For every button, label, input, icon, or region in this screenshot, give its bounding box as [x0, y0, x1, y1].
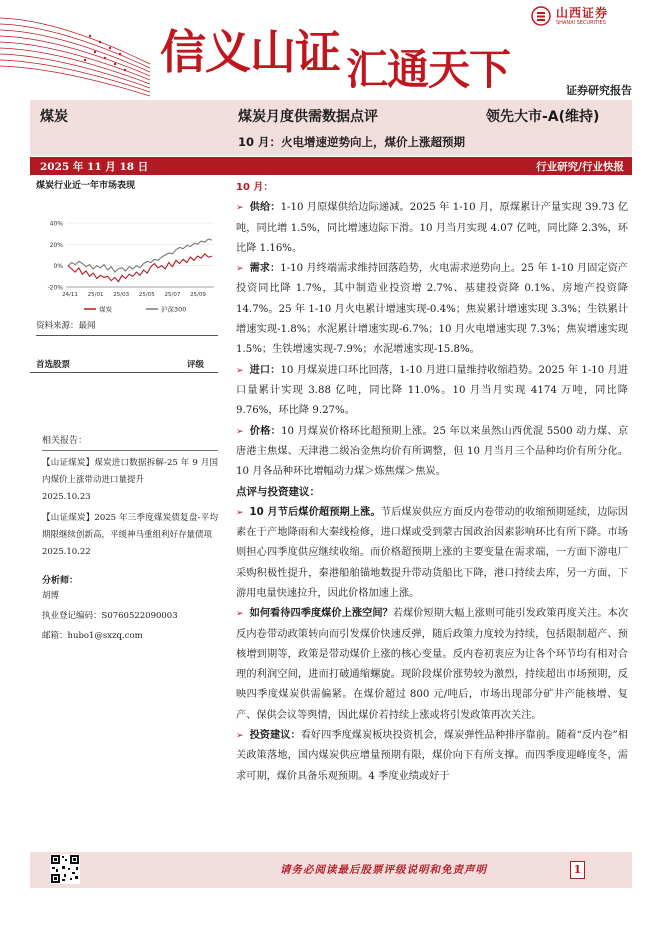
month-heading: 10 月：: [236, 182, 274, 193]
report-category: 行业研究/行业快报: [536, 161, 624, 173]
left-sidebar: [30, 178, 218, 646]
arrow-bullet-icon: ➢: [236, 609, 244, 620]
point-text: 看好四季度煤炭板块投资机会，煤炭弹性品种排序靠前。随着“反内卷”相关政策落地，国内煤炭供应增量预期有限，煤价向下有所支撑。而四季度迎峰度冬，需求可期，煤价具备乐观预期。4 季度业绩或好于: [236, 730, 628, 782]
section-heading: 点评与投资建议：: [236, 486, 320, 499]
point-label: 需求：: [249, 263, 281, 275]
disclaimer-text: 请务必阅读最后股票评级说明和免责声明: [280, 864, 487, 876]
arrow-bullet-icon: ➢: [236, 426, 244, 437]
logo-name-en: SHANXI SECURITIES: [556, 19, 606, 26]
analyst-name: 胡博: [42, 591, 60, 601]
point-label: 价格：: [249, 425, 282, 437]
related-report[interactable]: [42, 455, 218, 506]
legend-label: 煤炭: [99, 305, 112, 314]
stock-table-header: [30, 358, 218, 373]
company-logo: [531, 6, 608, 26]
stock-col-rating: 评级: [186, 360, 204, 370]
point-label: 投资建议：: [249, 730, 301, 742]
point-label: 10 月节后煤价超预期上涨。: [249, 506, 381, 518]
point-text: 10 月煤炭价格环比超预期上涨。25 年以来虽然山西优混 5500 动力煤、京唐港主焦煤、天津港二级冶金焦均价有所调整，但 10 月当月三个品种均价有所分化。10 月各品种环比增幅动力煤＞炼焦煤＞焦炭。: [236, 425, 629, 478]
point-label: 进口：: [249, 364, 281, 376]
slogan-sub: 汇通天下: [346, 45, 511, 94]
page-footer: [30, 852, 632, 888]
investment-point: [236, 726, 628, 787]
title-band: [30, 100, 632, 156]
review-point: [236, 503, 628, 604]
arrow-bullet-icon: ➢: [236, 203, 244, 214]
demand-point: [236, 259, 628, 360]
point-label: 如何看待四季度煤价上涨空间？: [249, 608, 393, 620]
point-label: 供给：: [249, 202, 281, 214]
point-text: 10 月煤炭进口环比回落，1-10 月进口量维持收缩趋势。2025 年 1-10 月进口量累计实现 3.88 亿吨，同比降 11.0%。10 月当月实现 4174 万吨，同比降 9.76%，环比降 9.27%。: [236, 364, 629, 417]
x-tick-label: 25/07: [164, 292, 181, 298]
related-reports-title: 相关报告：: [42, 433, 218, 451]
arrow-bullet-icon: ➢: [236, 264, 244, 275]
x-tick-label: 25/05: [138, 292, 155, 298]
analyst-title: 分析师：: [42, 576, 79, 586]
related-report-date: 2025.10.23: [42, 492, 91, 502]
chart-source: 资料来源：最闻: [36, 319, 218, 336]
qr-code-icon: [50, 854, 80, 884]
market-chart: [30, 191, 218, 319]
point-text: 若煤价短期大幅上涨则可能引发政策再度关注。本次反内卷带动政策转向而引发煤价快速反弹，随后政策力度较为持续，包括限制超产、预核增到期等，政策是带动煤价上涨的核心变量。反内卷初衷应为让各个环节均有相对合理的利润空间，进而打破通缩螺旋。现阶段煤价涨势较为激烈，持续超出市场预期，反映四季度煤炭供需偏紧。在煤价超过 800 元/吨后，市场出现部分矿井产能核增、复产、保供会议等舆情，因此煤价若持续上涨或将引发政策再次关注。: [236, 608, 629, 721]
report-subtitle: 10 月：火电增速逆势向上，煤价上涨超预期: [238, 135, 466, 149]
report-date: 2025 年 11 月 18 日: [40, 161, 149, 173]
chart-title: 煤炭行业近一年市场表现: [36, 181, 136, 191]
logo-name-cn: 山西证券: [556, 5, 609, 20]
point-text: 节后煤炭供应方面反内卷带动的收缩预期延续，边际因素在于产地降雨和大秦线检修，进口煤或受到蒙古国政治因素影响环比有所下降。市场则担心四季度供应继续收缩。而价格超预期上涨的主要变量在需求端，一方面下游电厂采购积极性提升，秦港船舶锚地数提升带动货船比下降，港口持续去库，另一方面，下游用电量快速拉升，因此价格加速上涨。: [236, 506, 628, 599]
outlook-point: [236, 604, 628, 726]
stock-col-name: 首选股票: [36, 360, 71, 370]
price-point: [236, 422, 628, 483]
arrow-bullet-icon: ➢: [236, 731, 244, 742]
arrow-bullet-icon: ➢: [236, 365, 244, 376]
report-title: 煤炭月度供需数据点评: [238, 109, 378, 125]
y-tick-label: 0%: [53, 263, 63, 271]
related-report-date: 2025.10.22: [42, 547, 91, 557]
related-report-title: 【山证煤炭】煤炭进口数据拆解-25 年 9 月国内煤价上涨带动进口量提升: [42, 458, 218, 485]
market-chart-svg: [30, 191, 218, 319]
related-report-title: 【山证煤炭】2025 年三季度煤炭债复盘-平均期限继续创新高，平缓神马重组利好存量债项: [42, 513, 218, 540]
related-report[interactable]: [42, 510, 218, 561]
x-tick-label: 25/03: [113, 292, 130, 298]
legend-label: 沪深300: [161, 305, 187, 314]
slogan: [160, 16, 511, 94]
supply-point: [236, 198, 628, 259]
logo-mark-icon: [531, 6, 551, 26]
y-tick-label: -20%: [47, 284, 63, 292]
analyst-email[interactable]: 邮箱：hubo1@sxzq.com: [42, 631, 143, 641]
report-header: [0, 0, 662, 108]
series-line: [68, 239, 212, 272]
rating-label: 领先大市-A(维持): [486, 109, 600, 125]
x-tick-label: 25/01: [87, 292, 104, 298]
y-tick-label: 20%: [49, 241, 63, 249]
x-tick-label: 25/09: [190, 292, 206, 298]
report-type: 证券研究报告: [566, 84, 632, 97]
arrow-bullet-icon: ➢: [236, 507, 244, 518]
slogan-main: 信义山证: [160, 25, 340, 79]
y-tick-label: 40%: [49, 220, 63, 228]
sector-label: 煤炭: [40, 109, 68, 125]
x-tick-label: 24/11: [62, 292, 78, 298]
import-point: [236, 361, 628, 422]
point-text: 1-10 月终端需求维持回落趋势，火电需求逆势向上。25 年 1-10 月固定资产投资同比降 1.7%，其中制造业投资增 2.7%、基建投资降 0.1%、房地产投资降 14.7%。25 年 1-10 月火电累计增速实现-0.4%；焦炭累计增速实现 3.3%；生铁累计增速实现-1.8%；水泥累计增速实现-6.7%；10 月火电增速实现 7.3%；焦炭增速实现 1.5%；生铁增速实现-7.9%；水泥增速实现-15.8%。: [236, 263, 628, 356]
point-text: 1-10 月原煤供给边际递减。2025 年 1-10 月，原煤累计产量实现 39.73 亿吨，同比增 1.5%，同比增速边际下滑。10 月当月实现 4.07 亿吨，同比降 2.3%，环比降 1.16%。: [236, 202, 629, 254]
date-bar: [30, 157, 632, 175]
analyst-code: 执业登记编码：S0760522090003: [42, 611, 178, 621]
page-number: 1: [570, 861, 585, 879]
main-content: [236, 178, 628, 787]
